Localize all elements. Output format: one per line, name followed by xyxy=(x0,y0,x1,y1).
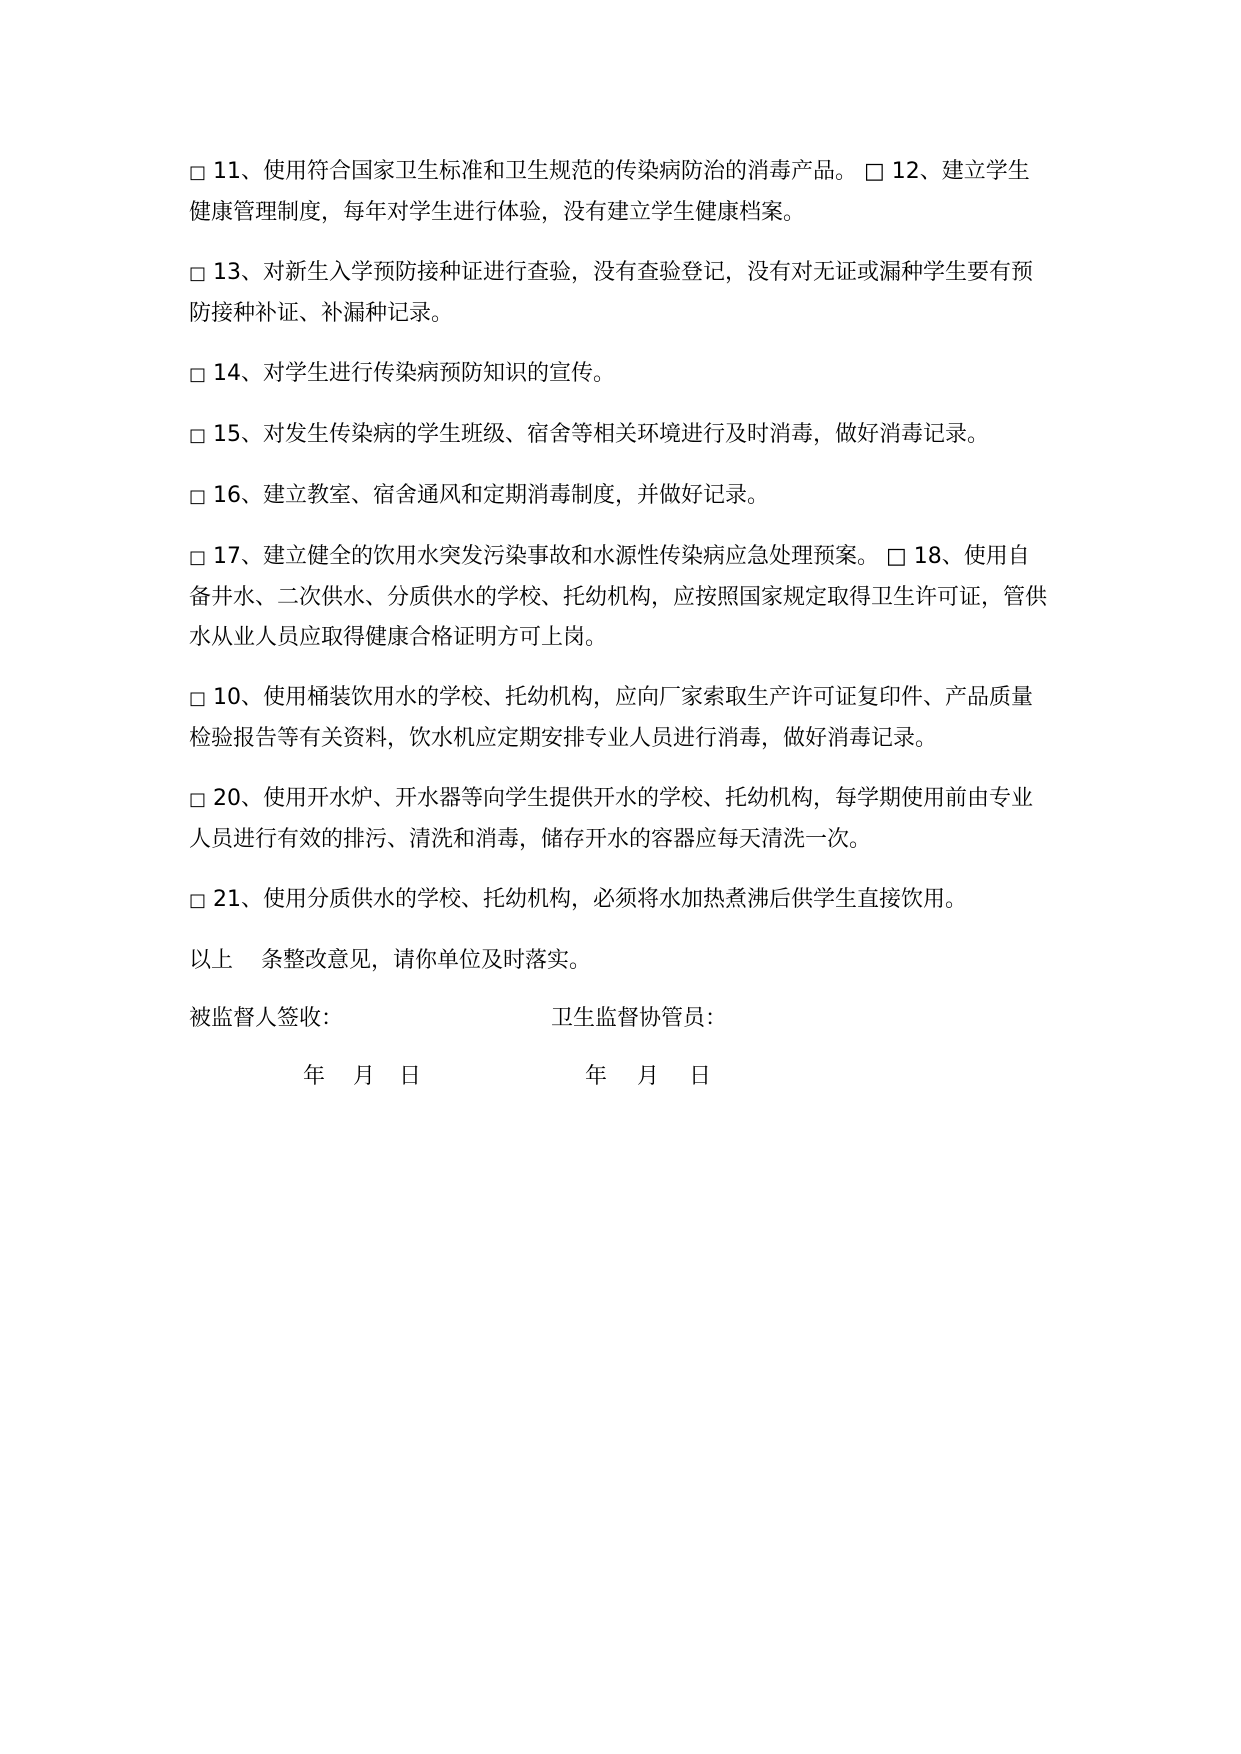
closing-prefix: 以上 xyxy=(189,948,234,973)
list-item xyxy=(189,678,1051,759)
checkbox-icon[interactable]: □ xyxy=(189,688,207,709)
date-row xyxy=(189,1057,1051,1097)
document-body xyxy=(189,152,1051,1097)
item-text: 20、使用开水炉、开水器等向学生提供开水的学校、托幼机构，每学期使用前由专业人员进行有效的排污、清洗和消毒，储存开水的容器应每天清洗一次。 xyxy=(189,786,1033,852)
checkbox-icon[interactable]: □ xyxy=(189,263,207,284)
item-text: 15、对发生传染病的学生班级、宿舍等相关环境进行及时消毒，做好消毒记录。 xyxy=(213,422,989,447)
list-item xyxy=(189,476,1051,517)
item-text: 14、对学生进行传染病预防知识的宣传。 xyxy=(213,361,615,386)
list-item xyxy=(189,537,1051,658)
item-text: 21、使用分质供水的学校、托幼机构，必须将水加热煮沸后供学生直接饮用。 xyxy=(213,887,967,912)
left-date-year: 年 xyxy=(303,1064,326,1089)
supervised-signature-label: 被监督人签收： xyxy=(189,1006,344,1031)
right-date-month: 月 xyxy=(637,1064,660,1089)
list-item xyxy=(189,880,1051,921)
list-item xyxy=(189,415,1051,456)
list-item xyxy=(189,354,1051,395)
item-text: 11、使用符合国家卫生标准和卫生规范的传染病防治的消毒产品。 □ 12、建立学生健康管理制度，每年对学生进行体验，没有建立学生健康档案。 xyxy=(189,159,1030,225)
checkbox-icon[interactable]: □ xyxy=(189,162,207,183)
item-text: 16、建立教室、宿舍通风和定期消毒制度，并做好记录。 xyxy=(213,483,769,508)
left-date-month: 月 xyxy=(353,1064,376,1089)
checkbox-icon[interactable]: □ xyxy=(189,425,207,446)
list-item xyxy=(189,779,1051,860)
checkbox-icon[interactable]: □ xyxy=(189,890,207,911)
signature-row xyxy=(189,999,1051,1039)
checkbox-icon[interactable]: □ xyxy=(189,364,207,385)
item-text: 10、使用桶装饮用水的学校、托幼机构，应向厂家索取生产许可证复印件、产品质量检验报告等有关资料，饮水机应定期安排专业人员进行消毒，做好消毒记录。 xyxy=(189,685,1033,751)
item-text: 13、对新生入学预防接种证进行查验，没有查验登记，没有对无证或漏种学生要有预防接种补证、补漏种记录。 xyxy=(189,260,1033,326)
inspector-signature-label: 卫生监督协管员： xyxy=(551,1006,728,1031)
checkbox-icon[interactable]: □ xyxy=(189,789,207,810)
closing-suffix: 条整改意见，请你单位及时落实。 xyxy=(261,948,592,973)
checkbox-icon[interactable]: □ xyxy=(189,547,207,568)
list-item xyxy=(189,253,1051,334)
right-date-day: 日 xyxy=(689,1064,712,1089)
right-date-year: 年 xyxy=(585,1064,608,1089)
list-item xyxy=(189,152,1051,233)
left-date-day: 日 xyxy=(399,1064,422,1089)
closing-statement xyxy=(189,941,1051,981)
item-text: 17、建立健全的饮用水突发污染事故和水源性传染病应急处理预案。 □ 18、使用自备井水、二次供水、分质供水的学校、托幼机构，应按照国家规定取得卫生许可证，管供水从业人员应取得健康合格证明方可上岗。 xyxy=(189,544,1048,650)
checkbox-icon[interactable]: □ xyxy=(189,486,207,507)
